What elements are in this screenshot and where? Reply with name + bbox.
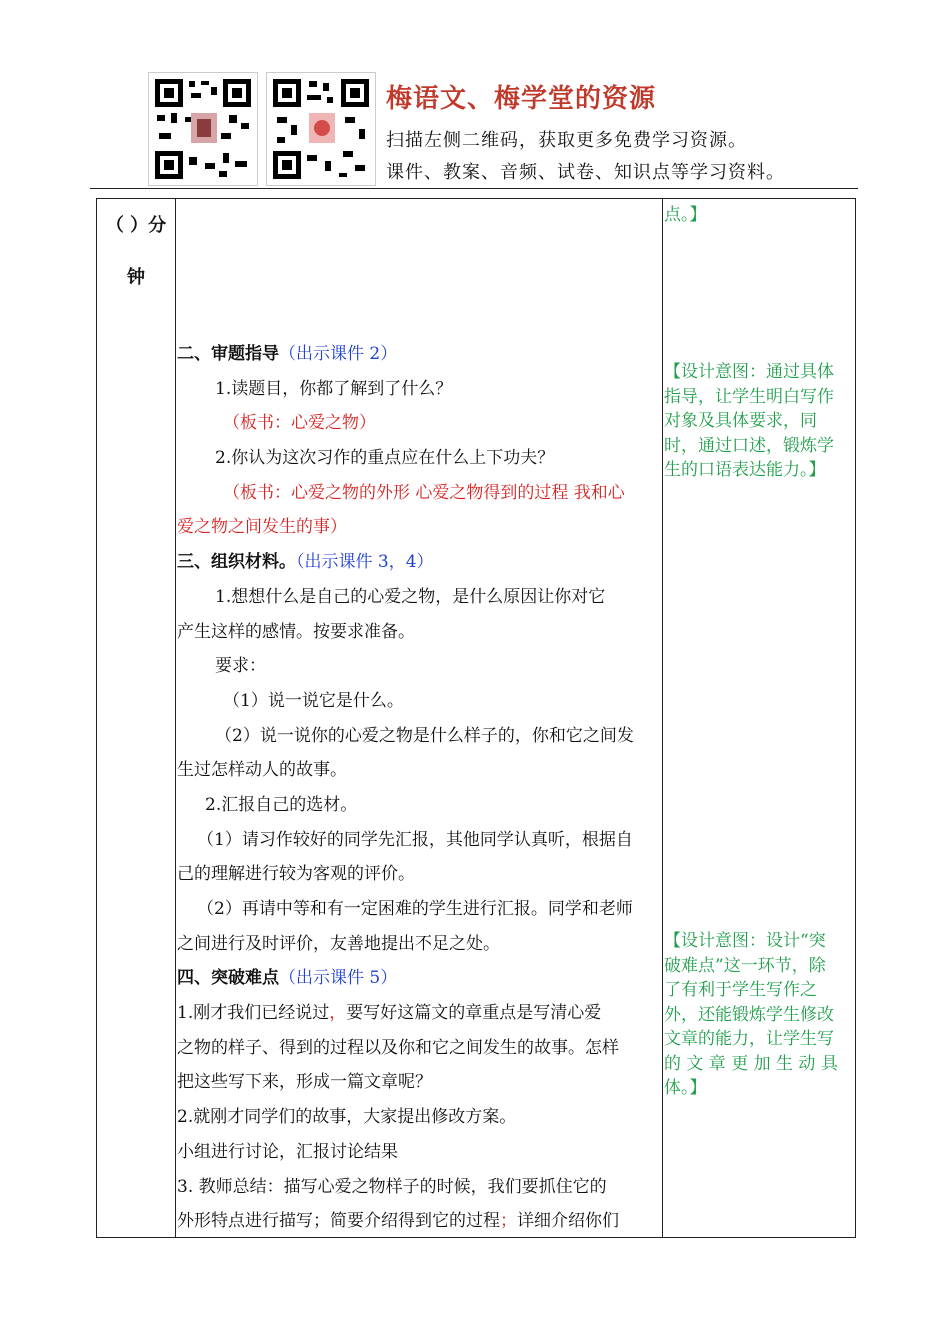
design-note — [664, 929, 854, 1101]
text-line: 小组进行讨论，汇报讨论结果 — [177, 1141, 398, 1162]
slide-reference: （出示课件 3，4） — [296, 552, 434, 573]
note-line: 生的口语表达能力。】 — [664, 460, 826, 480]
brand-title: 梅语文、梅学堂的资源 — [386, 84, 657, 114]
time-cell — [97, 211, 175, 289]
text-span: 详细介绍你们 — [517, 1211, 619, 1232]
design-note — [664, 203, 854, 228]
section-heading — [177, 961, 661, 996]
column-divider — [175, 199, 176, 1237]
note-line: 指导，让学生明白写作 — [664, 386, 834, 407]
text-line: 1.想想什么是自己的心爱之物，是什么原因让你对它 — [215, 586, 606, 607]
note-line: 的 文 章 更 加 生 动 具 — [664, 1053, 838, 1074]
text-line: （2）再请中等和有一定困难的学生进行汇报。同学和老师 — [197, 899, 633, 919]
header-divider — [90, 188, 858, 189]
text-line: 2.你认为这次习作的重点应在什么上下功夫？ — [215, 448, 555, 469]
text-line: （1）请习作较好的同学先汇报，其他同学认真听，根据自 — [197, 829, 633, 850]
column-divider — [662, 199, 663, 1237]
time-label: （ ）分 — [105, 215, 167, 236]
text-span: ； — [500, 1211, 517, 1232]
text-line: 之间进行及时评价，友善地提出不足之处。 — [177, 933, 500, 954]
text-line: 3. 教师总结：描写心爱之物样子的时候，我们要抓住它的 — [177, 1176, 607, 1197]
text-line: 己的理解进行较为客观的评价。 — [177, 864, 415, 885]
text-line: 1.读题目，你都了解到了什么？ — [215, 378, 453, 399]
board-note: （板书：心爱之物的外形 心爱之物得到的过程 我和心 — [223, 482, 625, 503]
section-title: 二、审题指导 — [177, 344, 279, 364]
text-line: 2.汇报自己的选材。 — [205, 794, 358, 815]
note-line: 对象及具体要求，同 — [664, 411, 817, 431]
text-line: 之物的样子、得到的过程以及你和它之间发生的故事。怎样 — [177, 1037, 619, 1058]
lesson-content — [177, 337, 661, 1239]
lesson-table — [96, 198, 856, 1238]
page-header — [148, 72, 848, 188]
section-title: 三、组织材料。 — [177, 552, 296, 573]
header-tagline: 课件、教案、音频、试卷、知识点等学习资料。 — [386, 162, 785, 183]
header-tagline: 扫描左侧二维码，获取更多免费学习资源。 — [386, 130, 747, 151]
text-line: 生过怎样动人的故事。 — [177, 760, 347, 781]
text-line: （2）说一说你的心爱之物是什么样子的，你和它之间发 — [215, 725, 634, 746]
board-note: （板书：心爱之物） — [223, 413, 376, 434]
note-line: 【设计意图：通过具体 — [664, 362, 834, 382]
text-line: 要求： — [215, 656, 266, 677]
section-heading — [177, 337, 661, 372]
text-line: 2.就刚才同学们的故事，大家提出修改方案。 — [177, 1107, 517, 1128]
note-line: 时，通过口述，锻炼学 — [664, 435, 834, 456]
time-label: 钟 — [127, 267, 145, 288]
text-span: 要写好这篇文的章重点是写清心爱 — [346, 1003, 602, 1024]
text-line — [177, 996, 661, 1031]
note-line: 点。】 — [664, 205, 707, 225]
note-line: 文章的能力，让学生写 — [664, 1029, 834, 1049]
section-title: 四、突破难点 — [177, 968, 279, 989]
text-line: 产生这样的感情。按要求准备。 — [177, 621, 415, 642]
text-span: ， — [329, 1003, 347, 1024]
note-line: 【设计意图：设计“突 — [664, 931, 826, 951]
text-line: 把这些写下来，形成一篇文章呢？ — [177, 1072, 432, 1093]
note-line: 外，还能锻炼学生修改 — [664, 1004, 834, 1025]
slide-reference: （出示课件 5） — [279, 968, 398, 989]
board-note: 爱之物之间发生的事） — [177, 517, 347, 538]
text-line: （1）说一说它是什么。 — [223, 690, 404, 711]
note-line: 破难点”这一环节，除 — [664, 955, 826, 976]
section-heading — [177, 545, 661, 580]
design-note — [664, 360, 854, 483]
text-line — [177, 1204, 661, 1239]
qr-code-icon[interactable] — [148, 72, 258, 186]
slide-reference: （出示课件 2） — [279, 344, 398, 364]
qr-code-icon[interactable] — [266, 72, 376, 186]
text-span: 外形特点进行描写；简要介绍得到它的过程 — [177, 1211, 500, 1232]
text-span: 1.刚才我们已经说过 — [177, 1003, 330, 1024]
note-line: 了有利于学生写作之 — [664, 980, 817, 1000]
note-line: 体。】 — [664, 1078, 707, 1098]
